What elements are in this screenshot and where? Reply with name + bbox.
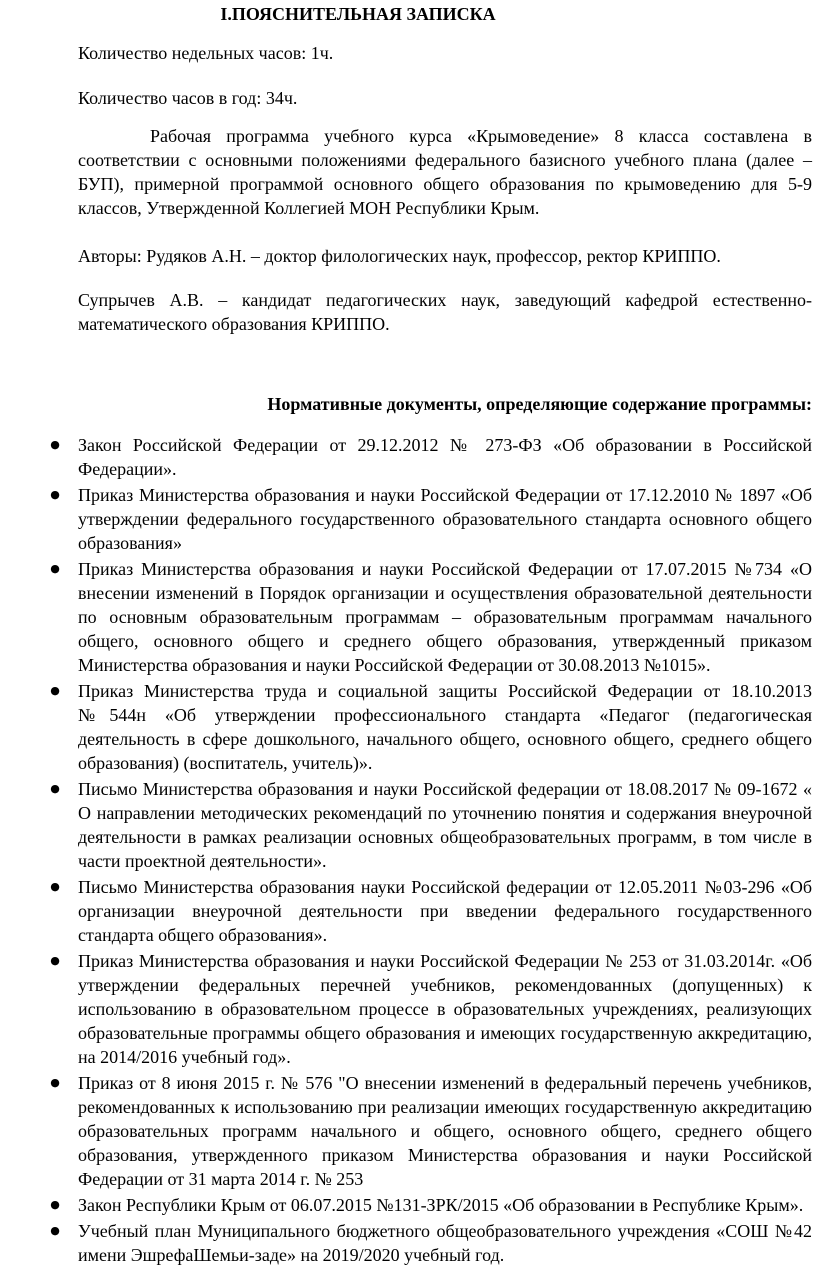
list-item-text: Приказ Министерства образования и науки Российской Федерации от 17.12.2010 № 1897 «Об утверждении федерального государственного образовательного стандарта основного общего образования» — [78, 485, 812, 553]
list-item — [50, 949, 812, 1069]
list-item-text: Закон Республики Крым от 06.07.2015 №131-ЗРК/2015 «Об образовании в Республике Крым». — [78, 1195, 804, 1215]
list-item — [50, 777, 812, 873]
list-item-text: Приказ Министерства образования и науки Российской Федерации от 17.07.2015 №734 «О внесении изменений в Порядок организации и осуществления образовательной деятельности по основным образовательным программам – образовательным программам начального общего, основного общего и среднего общего образования, утвержденный приказом Министерства образования и науки Российской Федерации от 30.08.2013 №1015». — [78, 559, 812, 675]
bullet-icon: ● — [50, 438, 60, 451]
coauthor-paragraph: Супрычев А.В. – кандидат педагогических наук, заведующий кафедрой естественно-математического образования КРИППО. — [78, 290, 812, 334]
bullet-icon: ● — [50, 782, 60, 795]
intro-paragraph: Рабочая программа учебного курса «Крымоведение» 8 класса составлена в соответствии с основными положениями федерального базисного учебного плана (далее – БУП), примерной программой основного общего образования по крымоведению для 5-9 классов, Утвержденной Коллегией МОН Республики Крым. — [78, 126, 812, 218]
list-item — [50, 1193, 812, 1217]
list-item — [50, 483, 812, 555]
list-item-text: Письмо Министерства образования науки Российской федерации от 12.05.2011 №03-296 «Об организации внеурочной деятельности при введении федерального государственного стандарта общего образования». — [78, 877, 812, 945]
bullet-icon: ● — [50, 684, 60, 697]
bullet-icon: ● — [50, 954, 60, 967]
list-item — [50, 1071, 812, 1191]
normative-documents-list — [50, 433, 812, 1269]
hours-per-year: Количество часов в год: 34ч. — [78, 88, 298, 108]
bullet-icon: ● — [50, 562, 60, 575]
list-item — [50, 875, 812, 947]
hours-per-week: Количество недельных часов: 1ч. — [78, 43, 334, 63]
bullet-icon: ● — [50, 1076, 60, 1089]
list-item — [50, 557, 812, 677]
bullet-icon: ● — [50, 1224, 60, 1237]
list-item — [50, 433, 812, 481]
authors-line: Авторы: Рудяков А.Н. – доктор филологических наук, профессор, ректор КРИППО. — [78, 246, 721, 266]
bullet-icon: ● — [50, 1198, 60, 1211]
section-heading: Нормативные документы, определяющие содержание программы: — [267, 394, 812, 414]
list-item — [50, 1219, 812, 1267]
list-item-text: Учебный план Муниципального бюджетного общеобразовательного учреждения «СОШ №42 имени ЭшрефаШемьи-заде» на 2019/2020 учебный год. — [78, 1221, 812, 1265]
list-item — [50, 679, 812, 775]
list-item-text: Приказ Министерства труда и социальной защиты Российской Федерации от 18.10.2013 №544н «Об утверждении профессионального стандарта «Педагог (педагогическая деятельность в сфере дошкольного, начального общего, основного общего, среднего общего образования) (воспитатель, учитель)». — [78, 681, 812, 773]
list-item-text: Приказ Министерства образования и науки Российской Федерации № 253 от 31.03.2014г. «Об утверждении федеральных перечней учебников, рекомендованных (допущенных) к использованию в образовательном процессе в образовательных учреждениях, реализующих образовательные программы общего образования и имеющих государственную аккредитацию, на 2014/2016 учебный год». — [78, 951, 812, 1067]
bullet-icon: ● — [50, 880, 60, 893]
bullet-icon: ● — [50, 488, 60, 501]
document-title: I.ПОЯСНИТЕЛЬНАЯ ЗАПИСКА — [220, 4, 496, 24]
list-item-text: Приказ от 8 июня 2015 г. № 576 "О внесении изменений в федеральный перечень учебников, рекомендованных к использованию при реализации имеющих государственную аккредитацию образовательных программ начального и общего, основного общего, среднего общего образования, утвержденного приказом Министерства образования и науки Российской Федерации от 31 марта 2014 г. № 253 — [78, 1073, 812, 1189]
list-item-text: Закон Российской Федерации от 29.12.2012 № 273-ФЗ «Об образовании в Российской Федерации». — [78, 435, 812, 479]
list-item-text: Письмо Министерства образования и науки Российской федерации от 18.08.2017 № 09-1672 « О направлении методических рекомендаций по уточнению понятия и содержания внеурочной деятельности в рамках реализации основных общеобразовательных программ, в том числе в части проектной деятельности». — [78, 779, 812, 871]
